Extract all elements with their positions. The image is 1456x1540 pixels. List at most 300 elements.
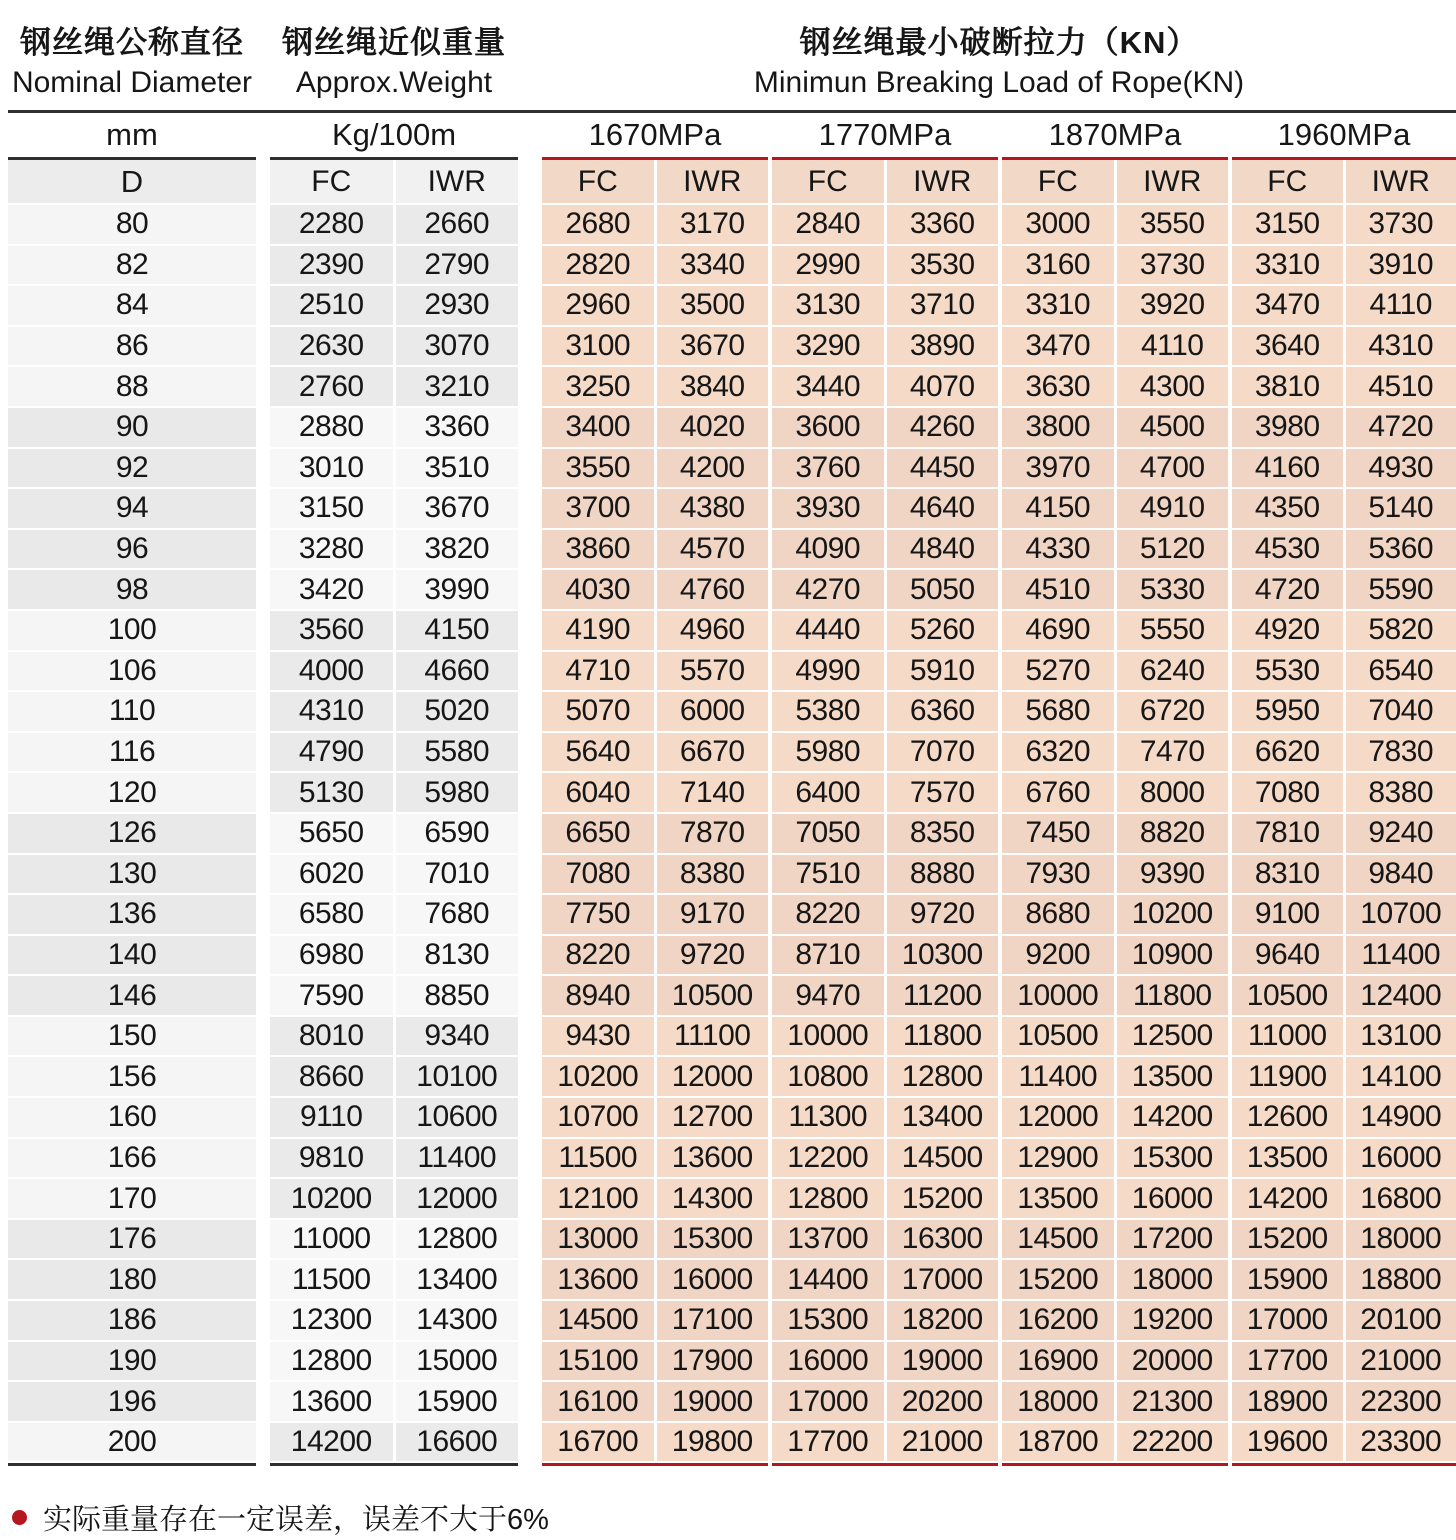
load-pair: [772, 1057, 998, 1096]
cell-fc: 13600: [270, 1382, 393, 1421]
weight-pair: [270, 773, 518, 812]
load-pair: [542, 976, 768, 1015]
load-pair: [1002, 205, 1228, 244]
subheader-fc: FC: [1232, 160, 1343, 203]
cell-fc: 13000: [542, 1220, 654, 1259]
cell-diameter: 196: [8, 1382, 256, 1421]
table-row: [8, 489, 1456, 528]
cell-fc: 3550: [542, 449, 654, 488]
table-row: [8, 1057, 1456, 1096]
cell-diameter: 186: [8, 1301, 256, 1340]
cell-fc: 6020: [270, 855, 393, 894]
cell-iwr: 14200: [1117, 1098, 1229, 1137]
load-pair: [1232, 976, 1456, 1015]
cell-iwr: 3840: [657, 367, 769, 406]
load-pair: [542, 1139, 768, 1178]
cell-iwr: 20100: [1346, 1301, 1456, 1340]
load-pair: [542, 1179, 768, 1218]
cell-fc: 4150: [1002, 489, 1114, 528]
cell-fc: 10200: [270, 1179, 393, 1218]
cell-iwr: 8850: [396, 976, 519, 1015]
cell-fc: 18700: [1002, 1423, 1114, 1462]
load-pair: [1232, 367, 1456, 406]
cell-iwr: 7870: [657, 814, 769, 853]
cell-iwr: 4720: [1346, 408, 1456, 447]
load-pair: [1232, 1179, 1456, 1218]
cell-fc: 14200: [270, 1423, 393, 1462]
weight-pair: [270, 449, 518, 488]
load-pair: [1002, 692, 1228, 731]
cell-fc: 3310: [1002, 286, 1114, 325]
load-pair: [542, 773, 768, 812]
cell-iwr: 5120: [1117, 530, 1229, 569]
load-pair: [542, 936, 768, 975]
cell-iwr: 3890: [887, 327, 999, 366]
cell-fc: 2990: [772, 246, 884, 285]
cell-fc: 5130: [270, 773, 393, 812]
cell-fc: 18000: [1002, 1382, 1114, 1421]
load-pair: [1002, 611, 1228, 650]
cell-fc: 3150: [1232, 205, 1343, 244]
weight-pair: [270, 895, 518, 934]
load-pair: [1232, 1423, 1456, 1462]
cell-iwr: 10100: [396, 1057, 519, 1096]
cell-diameter: 200: [8, 1423, 256, 1462]
cell-diameter: 106: [8, 652, 256, 691]
cell-iwr: 13400: [396, 1260, 519, 1299]
cell-fc: 13500: [1002, 1179, 1114, 1218]
cell-iwr: 3510: [396, 449, 519, 488]
cell-diameter: 96: [8, 530, 256, 569]
cell-fc: 6760: [1002, 773, 1114, 812]
cell-fc: 4690: [1002, 611, 1114, 650]
load-pair: [1002, 246, 1228, 285]
cell-iwr: 16000: [1346, 1139, 1456, 1178]
load-pair: [1002, 976, 1228, 1015]
cell-iwr: 4380: [657, 489, 769, 528]
load-pair: [772, 408, 998, 447]
cell-iwr: 2790: [396, 246, 519, 285]
table-row: [8, 1017, 1456, 1056]
cell-fc: 3000: [1002, 205, 1114, 244]
cell-fc: 9430: [542, 1017, 654, 1056]
cell-fc: 9100: [1232, 895, 1343, 934]
load-pair: [1002, 286, 1228, 325]
cell-iwr: 14500: [887, 1139, 999, 1178]
load-pair: [772, 246, 998, 285]
cell-fc: 11400: [1002, 1057, 1114, 1096]
load-pair: [772, 530, 998, 569]
load-pair: [772, 1017, 998, 1056]
cell-iwr: 14300: [396, 1301, 519, 1340]
cell-iwr: 14900: [1346, 1098, 1456, 1137]
load-pair: [772, 692, 998, 731]
cell-fc: 5640: [542, 733, 654, 772]
load-pair: [542, 1423, 768, 1462]
load-pair: [542, 855, 768, 894]
table-row: [8, 327, 1456, 366]
cell-iwr: 8880: [887, 855, 999, 894]
load-pair: [772, 449, 998, 488]
load-pair: [1002, 1260, 1228, 1299]
table-row: [8, 1260, 1456, 1299]
cell-fc: 3280: [270, 530, 393, 569]
cell-fc: 16900: [1002, 1342, 1114, 1381]
load-pair: [1232, 205, 1456, 244]
cell-iwr: 7070: [887, 733, 999, 772]
load-pair: [772, 367, 998, 406]
load-pair: [1232, 611, 1456, 650]
cell-iwr: 11800: [1117, 976, 1229, 1015]
cell-fc: 3930: [772, 489, 884, 528]
load-pair: [1002, 1423, 1228, 1462]
table-row: [8, 652, 1456, 691]
cell-iwr: 7680: [396, 895, 519, 934]
cell-fc: 8310: [1232, 855, 1343, 894]
load-pair: [772, 1220, 998, 1259]
header-weight-zh: 钢丝绳近似重量: [282, 25, 506, 60]
cell-fc: 8220: [772, 895, 884, 934]
cell-iwr: 4510: [1346, 367, 1456, 406]
load-pair: [1232, 408, 1456, 447]
subheader-iwr: IWR: [396, 160, 519, 203]
cell-fc: 5270: [1002, 652, 1114, 691]
footnote-text: 实际重量存在一定误差，误差不大于6%: [43, 1504, 549, 1537]
cell-iwr: 9390: [1117, 855, 1229, 894]
cell-fc: 14200: [1232, 1179, 1343, 1218]
cell-iwr: 12700: [657, 1098, 769, 1137]
cell-diameter: 166: [8, 1139, 256, 1178]
load-pair: [1232, 814, 1456, 853]
cell-fc: 6400: [772, 773, 884, 812]
cell-iwr: 3730: [1117, 246, 1229, 285]
load-pair: [1002, 1139, 1228, 1178]
cell-iwr: 15000: [396, 1342, 519, 1381]
cell-iwr: 9170: [657, 895, 769, 934]
cell-fc: 4000: [270, 652, 393, 691]
cell-iwr: 7140: [657, 773, 769, 812]
cell-diameter: 110: [8, 692, 256, 731]
load-pair: [542, 692, 768, 731]
table-row: [8, 367, 1456, 406]
load-pair: [542, 1342, 768, 1381]
bottom-rule-dark: [8, 1463, 256, 1466]
cell-fc: 17000: [1232, 1301, 1343, 1340]
cell-fc: 3160: [1002, 246, 1114, 285]
cell-iwr: 13500: [1117, 1057, 1229, 1096]
cell-iwr: 4070: [887, 367, 999, 406]
cell-iwr: 4910: [1117, 489, 1229, 528]
cell-fc: 10500: [1002, 1017, 1114, 1056]
cell-fc: 3700: [542, 489, 654, 528]
cell-fc: 4350: [1232, 489, 1343, 528]
cell-fc: 5380: [772, 692, 884, 731]
cell-iwr: 20000: [1117, 1342, 1229, 1381]
load-pair: [1002, 1098, 1228, 1137]
load-pair: [772, 976, 998, 1015]
cell-iwr: 8130: [396, 936, 519, 975]
cell-fc: 7450: [1002, 814, 1114, 853]
cell-iwr: 11400: [1346, 936, 1456, 975]
cell-fc: 4920: [1232, 611, 1343, 650]
load-pair: [772, 1098, 998, 1137]
cell-iwr: 11100: [657, 1017, 769, 1056]
cell-fc: 4310: [270, 692, 393, 731]
load-pair: [1232, 286, 1456, 325]
cell-iwr: 6240: [1117, 652, 1229, 691]
cell-fc: 12300: [270, 1301, 393, 1340]
cell-iwr: 3550: [1117, 205, 1229, 244]
cell-iwr: 4020: [657, 408, 769, 447]
cell-fc: 12600: [1232, 1098, 1343, 1137]
cell-diameter: 90: [8, 408, 256, 447]
cell-iwr: 19000: [887, 1342, 999, 1381]
weight-pair: [270, 408, 518, 447]
cell-iwr: 3070: [396, 327, 519, 366]
cell-iwr: 11800: [887, 1017, 999, 1056]
weight-pair: [270, 1220, 518, 1259]
cell-diameter: 136: [8, 895, 256, 934]
cell-iwr: 4960: [657, 611, 769, 650]
load-pair: [542, 895, 768, 934]
load-pair: [1002, 1057, 1228, 1096]
load-pair: [1002, 652, 1228, 691]
weight-pair: [270, 855, 518, 894]
table-row: [8, 1220, 1456, 1259]
load-pair: [1002, 489, 1228, 528]
table-row: [8, 855, 1456, 894]
cell-iwr: 19200: [1117, 1301, 1229, 1340]
weight-pair: [270, 1017, 518, 1056]
cell-fc: 3010: [270, 449, 393, 488]
unit-kg-100m: Kg/100m: [331, 117, 457, 152]
cell-iwr: 3500: [657, 286, 769, 325]
table-body: [8, 205, 1456, 1461]
bottom-rule-dark: [270, 1463, 518, 1466]
cell-diameter: 92: [8, 449, 256, 488]
weight-pair: [270, 1179, 518, 1218]
cell-fc: 11000: [1232, 1017, 1343, 1056]
cell-iwr: 16000: [657, 1260, 769, 1299]
weight-pair: [270, 652, 518, 691]
cell-iwr: 5550: [1117, 611, 1229, 650]
cell-iwr: 5020: [396, 692, 519, 731]
cell-diameter: 88: [8, 367, 256, 406]
cell-fc: 3250: [542, 367, 654, 406]
cell-fc: 15100: [542, 1342, 654, 1381]
cell-iwr: 4700: [1117, 449, 1229, 488]
cell-fc: 3470: [1002, 327, 1114, 366]
load-pair: [772, 1342, 998, 1381]
subheader-iwr: IWR: [887, 160, 999, 203]
load-pair: [1232, 246, 1456, 285]
cell-iwr: 15900: [396, 1382, 519, 1421]
table-row: [8, 976, 1456, 1015]
load-pair: [772, 1260, 998, 1299]
cell-fc: 3420: [270, 570, 393, 609]
load-pair: [772, 855, 998, 894]
cell-fc: 4710: [542, 652, 654, 691]
cell-iwr: 22200: [1117, 1423, 1229, 1462]
cell-iwr: 6000: [657, 692, 769, 731]
header-weight-en: Approx.Weight: [295, 66, 493, 99]
cell-iwr: 10500: [657, 976, 769, 1015]
load-pair: [1232, 570, 1456, 609]
cell-iwr: 7830: [1346, 733, 1456, 772]
load-pair: [542, 814, 768, 853]
cell-fc: 6620: [1232, 733, 1343, 772]
cell-iwr: 20200: [887, 1382, 999, 1421]
cell-iwr: 19000: [657, 1382, 769, 1421]
cell-fc: 9110: [270, 1098, 393, 1137]
load-pair: [772, 1139, 998, 1178]
load-pair: [542, 733, 768, 772]
cell-iwr: 18800: [1346, 1260, 1456, 1299]
cell-iwr: 17200: [1117, 1220, 1229, 1259]
subheader-fc: FC: [270, 160, 393, 203]
cell-diameter: 120: [8, 773, 256, 812]
subheader-fc: FC: [542, 160, 654, 203]
cell-iwr: 14100: [1346, 1057, 1456, 1096]
weight-pair: [270, 489, 518, 528]
load-pair: [1002, 570, 1228, 609]
cell-iwr: 16300: [887, 1220, 999, 1259]
cell-diameter: 94: [8, 489, 256, 528]
cell-fc: 10000: [772, 1017, 884, 1056]
cell-fc: 4440: [772, 611, 884, 650]
cell-fc: 2680: [542, 205, 654, 244]
cell-iwr: 9720: [657, 936, 769, 975]
cell-iwr: 13100: [1346, 1017, 1456, 1056]
subheader-1770-pair: [772, 157, 998, 203]
cell-fc: 3440: [772, 367, 884, 406]
table-row: [8, 246, 1456, 285]
cell-iwr: 18200: [887, 1301, 999, 1340]
cell-fc: 3400: [542, 408, 654, 447]
weight-pair: [270, 814, 518, 853]
weight-pair: [270, 246, 518, 285]
cell-iwr: 21000: [1346, 1342, 1456, 1381]
cell-fc: 3640: [1232, 327, 1343, 366]
cell-fc: 3100: [542, 327, 654, 366]
cell-fc: 8710: [772, 936, 884, 975]
cell-fc: 8220: [542, 936, 654, 975]
weight-pair: [270, 570, 518, 609]
bottom-rule-red: [772, 1463, 998, 1466]
cell-fc: 14400: [772, 1260, 884, 1299]
cell-fc: 2630: [270, 327, 393, 366]
cell-fc: 9200: [1002, 936, 1114, 975]
cell-iwr: 12800: [396, 1220, 519, 1259]
cell-iwr: 3340: [657, 246, 769, 285]
cell-iwr: 5570: [657, 652, 769, 691]
load-pair: [1232, 1342, 1456, 1381]
cell-fc: 2880: [270, 408, 393, 447]
cell-iwr: 3710: [887, 286, 999, 325]
weight-pair: [270, 205, 518, 244]
cell-iwr: 3670: [657, 327, 769, 366]
cell-iwr: 8380: [657, 855, 769, 894]
cell-fc: 12900: [1002, 1139, 1114, 1178]
cell-iwr: 21000: [887, 1423, 999, 1462]
cell-fc: 14500: [1002, 1220, 1114, 1259]
cell-iwr: 15300: [1117, 1139, 1229, 1178]
table-row: [8, 1098, 1456, 1137]
cell-fc: 15300: [772, 1301, 884, 1340]
cell-fc: 11000: [270, 1220, 393, 1259]
cell-fc: 4270: [772, 570, 884, 609]
cell-iwr: 4930: [1346, 449, 1456, 488]
cell-fc: 7510: [772, 855, 884, 894]
subheader-d: D: [8, 157, 256, 203]
cell-fc: 6980: [270, 936, 393, 975]
cell-iwr: 3360: [396, 408, 519, 447]
load-pair: [1002, 814, 1228, 853]
load-pair: [1232, 895, 1456, 934]
load-pair: [1002, 1017, 1228, 1056]
cell-fc: 11300: [772, 1098, 884, 1137]
cell-fc: 3150: [270, 489, 393, 528]
cell-iwr: 8380: [1346, 773, 1456, 812]
cell-iwr: 22300: [1346, 1382, 1456, 1421]
load-pair: [1232, 489, 1456, 528]
table-row: [8, 1139, 1456, 1178]
load-pair: [1002, 327, 1228, 366]
cell-fc: 11500: [270, 1260, 393, 1299]
load-pair: [542, 530, 768, 569]
load-pair: [542, 1057, 768, 1096]
load-pair: [772, 1301, 998, 1340]
cell-fc: 9470: [772, 976, 884, 1015]
cell-diameter: 84: [8, 286, 256, 325]
cell-diameter: 98: [8, 570, 256, 609]
subheader-fc: FC: [1002, 160, 1114, 203]
weight-pair: [270, 367, 518, 406]
cell-diameter: 126: [8, 814, 256, 853]
load-pair: [1232, 1017, 1456, 1056]
table-row: [8, 773, 1456, 812]
cell-iwr: 13400: [887, 1098, 999, 1137]
cell-iwr: 13600: [657, 1139, 769, 1178]
table-row: [8, 530, 1456, 569]
cell-iwr: 3990: [396, 570, 519, 609]
header-weight: [270, 20, 518, 104]
cell-iwr: 10700: [1346, 895, 1456, 934]
cell-diameter: 82: [8, 246, 256, 285]
cell-fc: 7750: [542, 895, 654, 934]
load-pair: [1002, 1301, 1228, 1340]
cell-iwr: 3170: [657, 205, 769, 244]
cell-fc: 5980: [772, 733, 884, 772]
cell-fc: 19600: [1232, 1423, 1343, 1462]
cell-iwr: 2660: [396, 205, 519, 244]
cell-iwr: 4500: [1117, 408, 1229, 447]
cell-iwr: 3530: [887, 246, 999, 285]
load-pair: [542, 611, 768, 650]
cell-iwr: 11400: [396, 1139, 519, 1178]
weight-pair: [270, 1382, 518, 1421]
cell-iwr: 17900: [657, 1342, 769, 1381]
cell-iwr: 15200: [887, 1179, 999, 1218]
load-pair: [1002, 1342, 1228, 1381]
load-pair: [772, 611, 998, 650]
cell-fc: 2390: [270, 246, 393, 285]
cell-iwr: 9840: [1346, 855, 1456, 894]
cell-fc: 3600: [772, 408, 884, 447]
cell-iwr: 9240: [1346, 814, 1456, 853]
grade-1770mpa: 1770MPa: [818, 117, 952, 152]
cell-iwr: 4110: [1117, 327, 1229, 366]
